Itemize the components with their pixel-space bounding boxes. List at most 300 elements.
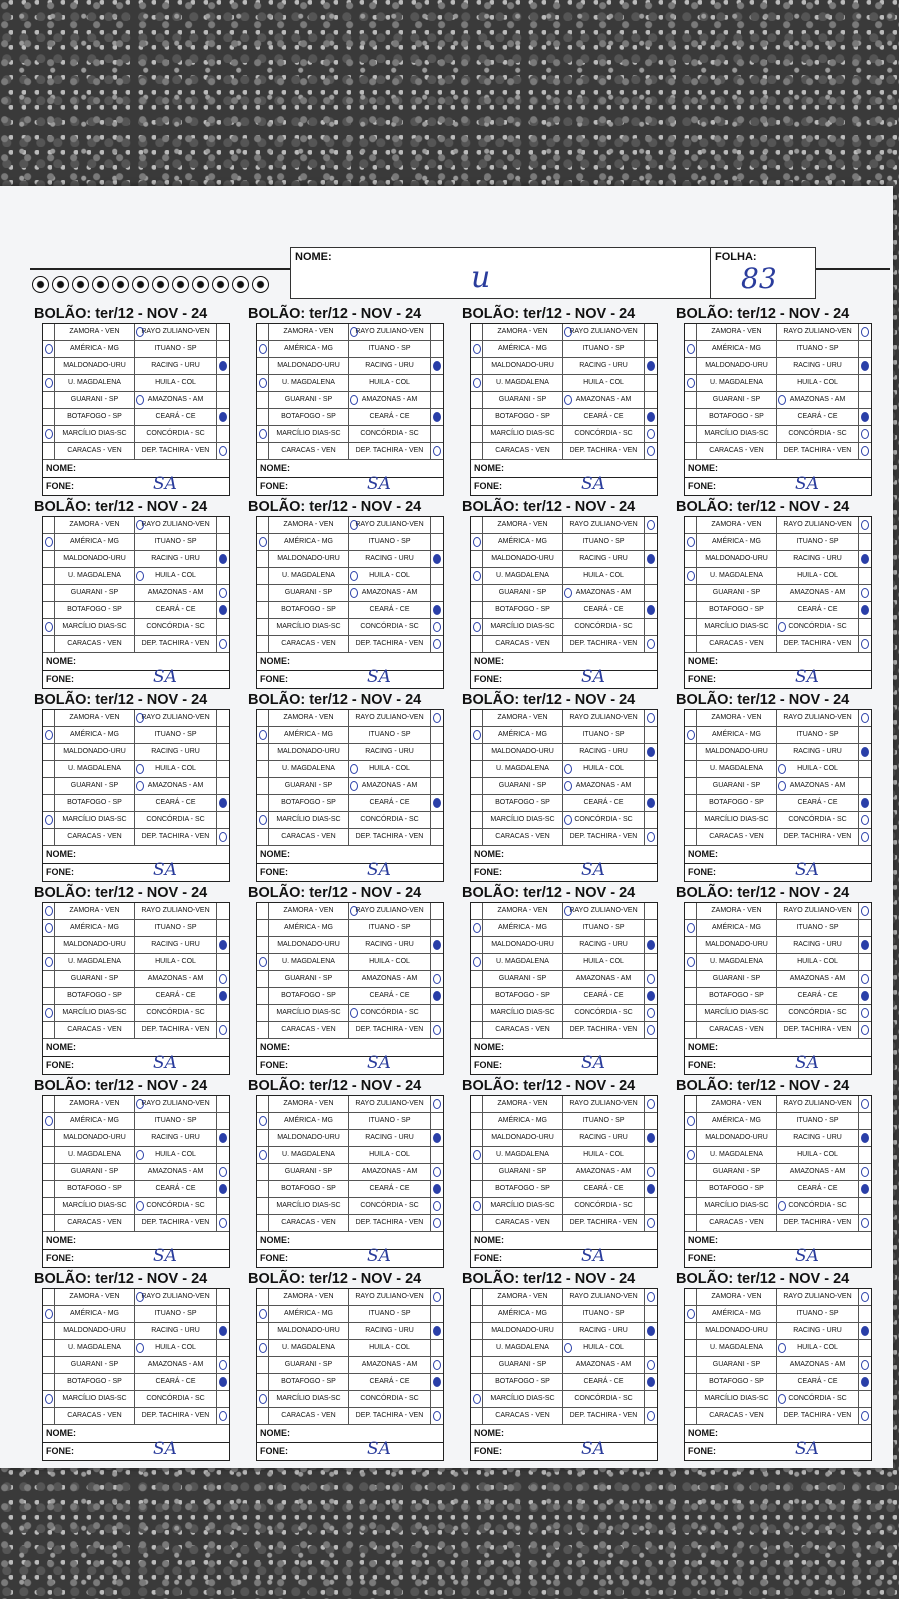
home-pick-box[interactable] (257, 988, 269, 1004)
away-pick-box[interactable] (217, 619, 229, 635)
away-pick-box[interactable] (217, 1289, 229, 1305)
away-pick-box[interactable] (217, 920, 229, 936)
away-pick-box[interactable] (217, 534, 229, 550)
away-pick-box[interactable] (859, 1164, 871, 1180)
home-pick-box[interactable] (257, 1198, 269, 1214)
fone-field[interactable] (257, 1439, 443, 1460)
nome-field[interactable] (685, 846, 871, 864)
home-pick-box[interactable] (257, 358, 269, 374)
away-pick-box[interactable] (645, 392, 657, 408)
away-pick-box[interactable] (217, 1215, 229, 1231)
away-pick-box[interactable] (859, 1391, 871, 1407)
home-pick-box[interactable] (257, 1340, 269, 1356)
home-pick-box[interactable] (257, 761, 269, 777)
home-pick-box[interactable] (257, 710, 269, 726)
fone-field[interactable] (471, 667, 657, 688)
away-pick-box[interactable] (217, 517, 229, 533)
fone-field[interactable] (685, 1246, 871, 1267)
away-pick-box[interactable] (217, 1374, 229, 1390)
home-pick-box[interactable] (685, 710, 697, 726)
home-pick-box[interactable] (471, 602, 483, 618)
away-pick-box[interactable] (859, 358, 871, 374)
home-pick-box[interactable] (43, 1096, 55, 1112)
home-pick-box[interactable] (471, 1374, 483, 1390)
away-pick-box[interactable] (431, 1181, 443, 1197)
home-pick-box[interactable] (257, 744, 269, 760)
nome-field[interactable] (471, 846, 657, 864)
away-pick-box[interactable] (645, 795, 657, 811)
home-pick-box[interactable] (685, 1096, 697, 1112)
home-pick-box[interactable] (257, 954, 269, 970)
away-pick-box[interactable] (431, 954, 443, 970)
home-pick-box[interactable] (43, 812, 55, 828)
home-pick-box[interactable] (471, 795, 483, 811)
home-pick-box[interactable] (685, 551, 697, 567)
away-pick-box[interactable] (431, 358, 443, 374)
home-pick-box[interactable] (685, 602, 697, 618)
home-pick-box[interactable] (471, 1113, 483, 1129)
home-pick-box[interactable] (471, 636, 483, 652)
home-pick-box[interactable] (471, 568, 483, 584)
away-pick-box[interactable] (217, 636, 229, 652)
away-pick-box[interactable] (217, 409, 229, 425)
away-pick-box[interactable] (859, 829, 871, 845)
home-pick-box[interactable] (43, 710, 55, 726)
nome-field[interactable] (43, 653, 229, 671)
home-pick-box[interactable] (471, 1357, 483, 1373)
home-pick-box[interactable] (257, 1096, 269, 1112)
home-pick-box[interactable] (685, 1022, 697, 1038)
home-pick-box[interactable] (257, 619, 269, 635)
home-pick-box[interactable] (685, 1306, 697, 1322)
away-pick-box[interactable] (645, 568, 657, 584)
home-pick-box[interactable] (471, 409, 483, 425)
away-pick-box[interactable] (859, 1096, 871, 1112)
home-pick-box[interactable] (257, 971, 269, 987)
home-pick-box[interactable] (685, 829, 697, 845)
nome-field[interactable] (257, 1425, 443, 1443)
home-pick-box[interactable] (685, 375, 697, 391)
nome-field[interactable] (257, 460, 443, 478)
home-pick-box[interactable] (685, 443, 697, 459)
away-pick-box[interactable] (645, 1391, 657, 1407)
away-pick-box[interactable] (645, 619, 657, 635)
away-pick-box[interactable] (645, 1289, 657, 1305)
away-pick-box[interactable] (859, 1289, 871, 1305)
home-pick-box[interactable] (257, 1391, 269, 1407)
away-pick-box[interactable] (217, 1198, 229, 1214)
home-pick-box[interactable] (685, 1147, 697, 1163)
home-pick-box[interactable] (43, 619, 55, 635)
away-pick-box[interactable] (645, 1340, 657, 1356)
home-pick-box[interactable] (471, 1323, 483, 1339)
away-pick-box[interactable] (859, 971, 871, 987)
home-pick-box[interactable] (257, 1306, 269, 1322)
away-pick-box[interactable] (217, 551, 229, 567)
nome-field[interactable] (43, 460, 229, 478)
away-pick-box[interactable] (859, 710, 871, 726)
home-pick-box[interactable] (471, 1147, 483, 1163)
away-pick-box[interactable] (645, 1130, 657, 1146)
home-pick-box[interactable] (685, 1357, 697, 1373)
home-pick-box[interactable] (43, 903, 55, 919)
away-pick-box[interactable] (645, 971, 657, 987)
home-pick-box[interactable] (257, 341, 269, 357)
away-pick-box[interactable] (859, 1147, 871, 1163)
away-pick-box[interactable] (431, 534, 443, 550)
fone-field[interactable] (43, 474, 229, 495)
home-pick-box[interactable] (685, 1215, 697, 1231)
away-pick-box[interactable] (859, 812, 871, 828)
away-pick-box[interactable] (431, 778, 443, 794)
away-pick-box[interactable] (431, 341, 443, 357)
away-pick-box[interactable] (217, 1005, 229, 1021)
fone-field[interactable] (685, 860, 871, 881)
nome-field[interactable] (43, 1039, 229, 1057)
away-pick-box[interactable] (859, 324, 871, 340)
away-pick-box[interactable] (217, 971, 229, 987)
home-pick-box[interactable] (685, 1289, 697, 1305)
home-pick-box[interactable] (685, 727, 697, 743)
nome-field[interactable] (43, 1232, 229, 1250)
away-pick-box[interactable] (859, 619, 871, 635)
away-pick-box[interactable] (859, 761, 871, 777)
away-pick-box[interactable] (217, 744, 229, 760)
home-pick-box[interactable] (257, 727, 269, 743)
home-pick-box[interactable] (685, 324, 697, 340)
away-pick-box[interactable] (217, 568, 229, 584)
away-pick-box[interactable] (217, 1323, 229, 1339)
home-pick-box[interactable] (43, 1323, 55, 1339)
home-pick-box[interactable] (685, 954, 697, 970)
home-pick-box[interactable] (257, 409, 269, 425)
away-pick-box[interactable] (217, 324, 229, 340)
home-pick-box[interactable] (43, 1215, 55, 1231)
nome-field[interactable] (43, 846, 229, 864)
fone-field[interactable] (257, 1053, 443, 1074)
away-pick-box[interactable] (217, 778, 229, 794)
away-pick-box[interactable] (431, 795, 443, 811)
home-pick-box[interactable] (471, 829, 483, 845)
home-pick-box[interactable] (257, 795, 269, 811)
away-pick-box[interactable] (431, 971, 443, 987)
away-pick-box[interactable] (431, 551, 443, 567)
home-pick-box[interactable] (257, 636, 269, 652)
home-pick-box[interactable] (43, 1164, 55, 1180)
home-pick-box[interactable] (43, 1147, 55, 1163)
away-pick-box[interactable] (859, 1374, 871, 1390)
away-pick-box[interactable] (859, 795, 871, 811)
away-pick-box[interactable] (431, 1306, 443, 1322)
away-pick-box[interactable] (217, 812, 229, 828)
home-pick-box[interactable] (685, 1113, 697, 1129)
away-pick-box[interactable] (431, 988, 443, 1004)
away-pick-box[interactable] (431, 1113, 443, 1129)
away-pick-box[interactable] (859, 1323, 871, 1339)
away-pick-box[interactable] (859, 392, 871, 408)
away-pick-box[interactable] (431, 602, 443, 618)
away-pick-box[interactable] (217, 585, 229, 601)
nome-field[interactable] (471, 653, 657, 671)
away-pick-box[interactable] (645, 1005, 657, 1021)
away-pick-box[interactable] (431, 585, 443, 601)
away-pick-box[interactable] (645, 551, 657, 567)
home-pick-box[interactable] (685, 636, 697, 652)
home-pick-box[interactable] (257, 585, 269, 601)
nome-field[interactable] (471, 1232, 657, 1250)
home-pick-box[interactable] (471, 954, 483, 970)
home-pick-box[interactable] (43, 1005, 55, 1021)
home-pick-box[interactable] (471, 1340, 483, 1356)
away-pick-box[interactable] (217, 1096, 229, 1112)
away-pick-box[interactable] (859, 375, 871, 391)
home-pick-box[interactable] (471, 1391, 483, 1407)
fone-field[interactable] (685, 1439, 871, 1460)
away-pick-box[interactable] (859, 602, 871, 618)
away-pick-box[interactable] (645, 1357, 657, 1373)
home-pick-box[interactable] (471, 1130, 483, 1146)
away-pick-box[interactable] (859, 534, 871, 550)
home-pick-box[interactable] (471, 443, 483, 459)
away-pick-box[interactable] (859, 517, 871, 533)
away-pick-box[interactable] (645, 517, 657, 533)
home-pick-box[interactable] (43, 585, 55, 601)
away-pick-box[interactable] (431, 829, 443, 845)
home-pick-box[interactable] (257, 829, 269, 845)
away-pick-box[interactable] (859, 585, 871, 601)
home-pick-box[interactable] (43, 1391, 55, 1407)
home-pick-box[interactable] (685, 1130, 697, 1146)
away-pick-box[interactable] (859, 1198, 871, 1214)
home-pick-box[interactable] (257, 903, 269, 919)
away-pick-box[interactable] (859, 551, 871, 567)
home-pick-box[interactable] (471, 534, 483, 550)
away-pick-box[interactable] (645, 1164, 657, 1180)
away-pick-box[interactable] (645, 744, 657, 760)
away-pick-box[interactable] (645, 903, 657, 919)
home-pick-box[interactable] (471, 392, 483, 408)
away-pick-box[interactable] (431, 1391, 443, 1407)
home-pick-box[interactable] (471, 727, 483, 743)
away-pick-box[interactable] (859, 1181, 871, 1197)
home-pick-box[interactable] (43, 1130, 55, 1146)
home-pick-box[interactable] (685, 937, 697, 953)
away-pick-box[interactable] (859, 426, 871, 442)
home-pick-box[interactable] (685, 903, 697, 919)
away-pick-box[interactable] (431, 568, 443, 584)
fone-field[interactable] (685, 474, 871, 495)
home-pick-box[interactable] (685, 778, 697, 794)
home-pick-box[interactable] (471, 937, 483, 953)
away-pick-box[interactable] (431, 375, 443, 391)
home-pick-box[interactable] (471, 1289, 483, 1305)
away-pick-box[interactable] (431, 1096, 443, 1112)
home-pick-box[interactable] (471, 426, 483, 442)
home-pick-box[interactable] (685, 1181, 697, 1197)
away-pick-box[interactable] (431, 1323, 443, 1339)
home-pick-box[interactable] (43, 551, 55, 567)
home-pick-box[interactable] (471, 971, 483, 987)
home-pick-box[interactable] (685, 409, 697, 425)
away-pick-box[interactable] (431, 1005, 443, 1021)
home-pick-box[interactable] (685, 744, 697, 760)
home-pick-box[interactable] (685, 1198, 697, 1214)
away-pick-box[interactable] (645, 443, 657, 459)
away-pick-box[interactable] (431, 1408, 443, 1424)
home-pick-box[interactable] (257, 1005, 269, 1021)
home-pick-box[interactable] (257, 517, 269, 533)
home-pick-box[interactable] (257, 1147, 269, 1163)
home-pick-box[interactable] (685, 1340, 697, 1356)
home-pick-box[interactable] (471, 1181, 483, 1197)
home-pick-box[interactable] (43, 727, 55, 743)
away-pick-box[interactable] (217, 1391, 229, 1407)
home-pick-box[interactable] (471, 341, 483, 357)
home-pick-box[interactable] (471, 920, 483, 936)
home-pick-box[interactable] (471, 1005, 483, 1021)
home-pick-box[interactable] (471, 1022, 483, 1038)
home-pick-box[interactable] (471, 1306, 483, 1322)
home-pick-box[interactable] (685, 1391, 697, 1407)
away-pick-box[interactable] (431, 812, 443, 828)
away-pick-box[interactable] (859, 1130, 871, 1146)
away-pick-box[interactable] (645, 409, 657, 425)
away-pick-box[interactable] (431, 443, 443, 459)
fone-field[interactable] (43, 1053, 229, 1074)
away-pick-box[interactable] (431, 517, 443, 533)
away-pick-box[interactable] (217, 1181, 229, 1197)
away-pick-box[interactable] (645, 341, 657, 357)
fone-field[interactable] (471, 860, 657, 881)
home-pick-box[interactable] (471, 744, 483, 760)
home-pick-box[interactable] (43, 1306, 55, 1322)
home-pick-box[interactable] (43, 937, 55, 953)
away-pick-box[interactable] (431, 1130, 443, 1146)
away-pick-box[interactable] (859, 744, 871, 760)
home-pick-box[interactable] (257, 1164, 269, 1180)
away-pick-box[interactable] (645, 1323, 657, 1339)
home-pick-box[interactable] (685, 426, 697, 442)
fone-field[interactable] (43, 1439, 229, 1460)
home-pick-box[interactable] (685, 1323, 697, 1339)
home-pick-box[interactable] (471, 375, 483, 391)
away-pick-box[interactable] (645, 778, 657, 794)
fone-field[interactable] (43, 860, 229, 881)
home-pick-box[interactable] (257, 392, 269, 408)
away-pick-box[interactable] (859, 988, 871, 1004)
home-pick-box[interactable] (43, 426, 55, 442)
home-pick-box[interactable] (43, 568, 55, 584)
away-pick-box[interactable] (431, 636, 443, 652)
away-pick-box[interactable] (645, 1181, 657, 1197)
away-pick-box[interactable] (217, 829, 229, 845)
home-pick-box[interactable] (471, 619, 483, 635)
away-pick-box[interactable] (859, 920, 871, 936)
away-pick-box[interactable] (859, 1215, 871, 1231)
away-pick-box[interactable] (217, 1113, 229, 1129)
home-pick-box[interactable] (257, 1215, 269, 1231)
home-pick-box[interactable] (43, 1340, 55, 1356)
away-pick-box[interactable] (431, 1357, 443, 1373)
home-pick-box[interactable] (43, 409, 55, 425)
away-pick-box[interactable] (431, 409, 443, 425)
home-pick-box[interactable] (471, 358, 483, 374)
away-pick-box[interactable] (217, 1130, 229, 1146)
home-pick-box[interactable] (471, 812, 483, 828)
home-pick-box[interactable] (471, 988, 483, 1004)
nome-field[interactable] (471, 460, 657, 478)
away-pick-box[interactable] (645, 1306, 657, 1322)
home-pick-box[interactable] (257, 1357, 269, 1373)
away-pick-box[interactable] (859, 937, 871, 953)
away-pick-box[interactable] (859, 1306, 871, 1322)
away-pick-box[interactable] (431, 1215, 443, 1231)
home-pick-box[interactable] (471, 1215, 483, 1231)
home-pick-box[interactable] (257, 778, 269, 794)
away-pick-box[interactable] (645, 920, 657, 936)
home-pick-box[interactable] (685, 988, 697, 1004)
home-pick-box[interactable] (685, 517, 697, 533)
away-pick-box[interactable] (645, 1374, 657, 1390)
away-pick-box[interactable] (645, 1215, 657, 1231)
away-pick-box[interactable] (217, 341, 229, 357)
home-pick-box[interactable] (257, 551, 269, 567)
home-pick-box[interactable] (43, 744, 55, 760)
home-pick-box[interactable] (685, 1164, 697, 1180)
away-pick-box[interactable] (217, 1408, 229, 1424)
fone-field[interactable] (257, 667, 443, 688)
away-pick-box[interactable] (217, 761, 229, 777)
away-pick-box[interactable] (431, 710, 443, 726)
away-pick-box[interactable] (431, 727, 443, 743)
away-pick-box[interactable] (645, 358, 657, 374)
home-pick-box[interactable] (685, 1408, 697, 1424)
home-pick-box[interactable] (257, 1289, 269, 1305)
nome-field[interactable] (257, 1232, 443, 1250)
away-pick-box[interactable] (217, 392, 229, 408)
home-pick-box[interactable] (43, 358, 55, 374)
nome-field[interactable] (685, 1039, 871, 1057)
home-pick-box[interactable] (43, 375, 55, 391)
away-pick-box[interactable] (431, 619, 443, 635)
away-pick-box[interactable] (431, 744, 443, 760)
home-pick-box[interactable] (685, 812, 697, 828)
nome-field[interactable] (685, 460, 871, 478)
home-pick-box[interactable] (257, 375, 269, 391)
away-pick-box[interactable] (859, 903, 871, 919)
home-pick-box[interactable] (471, 903, 483, 919)
away-pick-box[interactable] (859, 1357, 871, 1373)
away-pick-box[interactable] (217, 988, 229, 1004)
fone-field[interactable] (685, 667, 871, 688)
home-pick-box[interactable] (471, 1164, 483, 1180)
away-pick-box[interactable] (645, 988, 657, 1004)
home-pick-box[interactable] (471, 585, 483, 601)
fone-field[interactable] (43, 1246, 229, 1267)
away-pick-box[interactable] (859, 778, 871, 794)
home-pick-box[interactable] (685, 358, 697, 374)
away-pick-box[interactable] (217, 602, 229, 618)
away-pick-box[interactable] (431, 1198, 443, 1214)
away-pick-box[interactable] (217, 358, 229, 374)
home-pick-box[interactable] (257, 426, 269, 442)
home-pick-box[interactable] (257, 920, 269, 936)
away-pick-box[interactable] (217, 1357, 229, 1373)
home-pick-box[interactable] (43, 341, 55, 357)
away-pick-box[interactable] (859, 954, 871, 970)
home-pick-box[interactable] (43, 761, 55, 777)
away-pick-box[interactable] (217, 1147, 229, 1163)
